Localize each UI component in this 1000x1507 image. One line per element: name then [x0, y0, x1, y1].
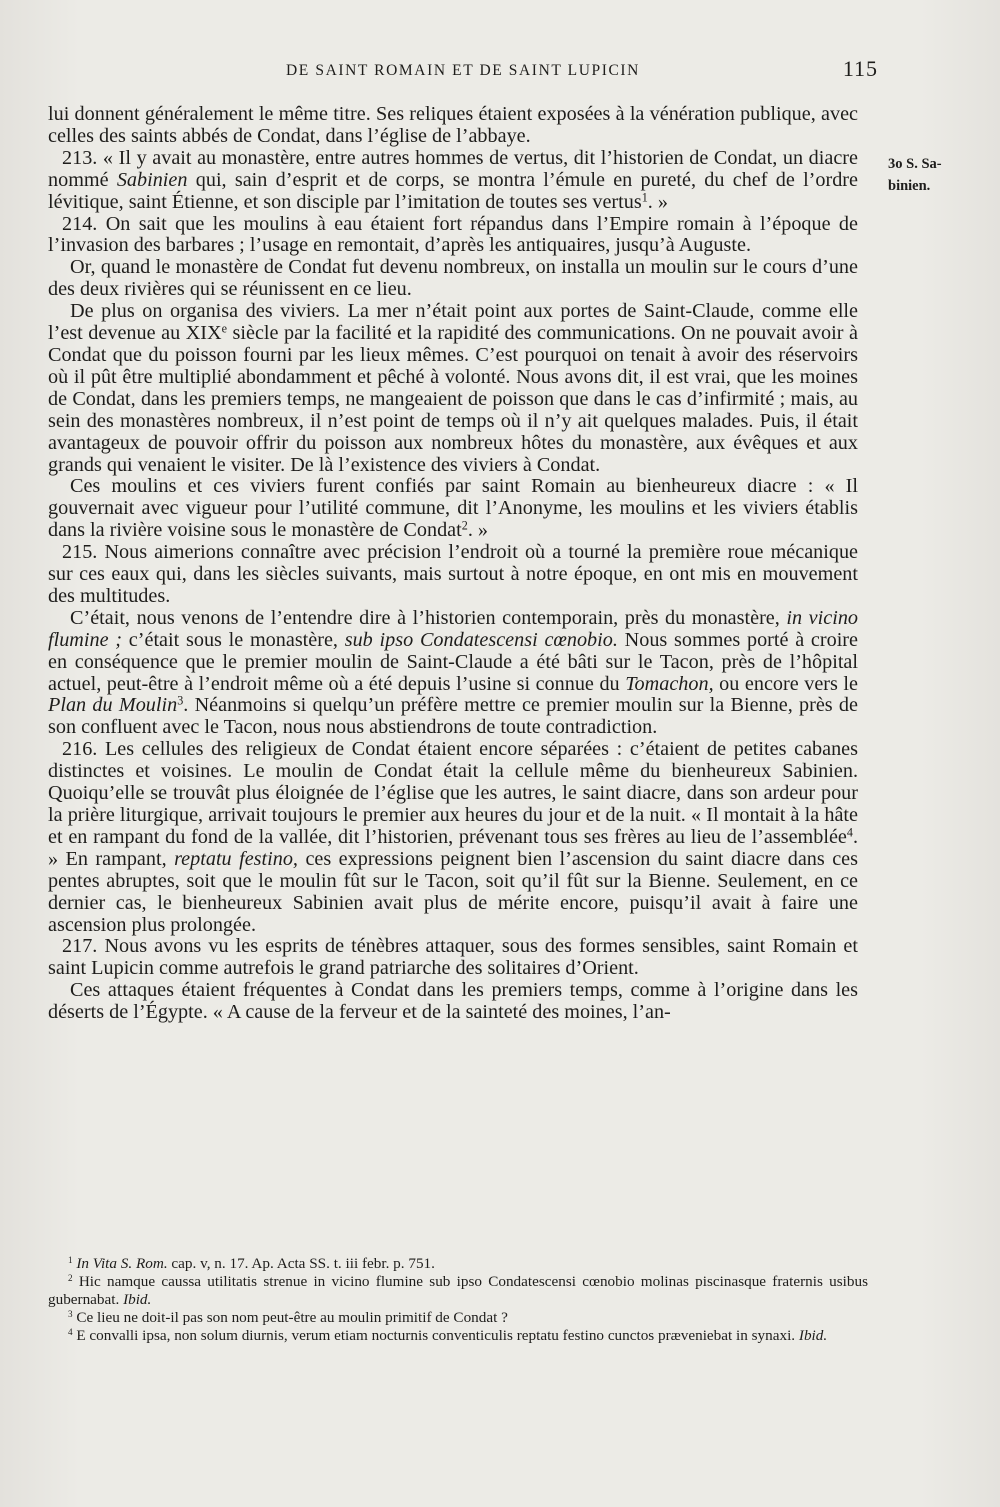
italic-title: In Vita S. Rom.: [76, 1255, 168, 1272]
margin-note: [888, 154, 988, 198]
paragraph: Ces attaques étaient fréquentes à Condat dans les premiers temps, comme à l’origine dans les déserts de l’Égypte. « A cause de la ferveur et de la sainteté des moines, l’an-: [48, 979, 858, 1024]
italic-name: Plan du Moulin: [48, 694, 178, 717]
paragraph-215: 215. Nous aimerions connaître avec précision l’endroit où a tourné la première roue mécanique sur ces eaux qui, dans les siècles suivants, mais surtout à notre époque, en ont mis en mouvement des multitudes.: [48, 541, 858, 607]
text-run: qui, sain d’esprit et de corps, se montra l’émule en pureté, du chef de l’ordre lévitique, saint Étienne, et son disciple par l’imitation de toutes ses vertus: [48, 168, 858, 213]
footnote-ref: 3: [177, 693, 184, 708]
footnote: [48, 1273, 868, 1309]
text-run: . Néanmoins si quelqu’un préfère mettre ce premier moulin sur la Bienne, près de son confluent avec le Tacon, nous nous abstiendrons de toute contradiction.: [48, 694, 858, 739]
paragraph: Or, quand le monastère de Condat fut devenu nombreux, on installa un moulin sur le cours d’une des deux rivières qui se réunissent en ce lieu.: [48, 256, 858, 301]
paragraph: [48, 301, 858, 476]
paragraph-214: 214. On sait que les moulins à eau étaient fort répandus dans l’Empire romain à l’époque de l’invasion des barbares ; l’usage en remontait, d’après les antiquaires, jusqu’à Auguste.: [48, 212, 858, 257]
text-run: Hic namque caussa utilitatis strenue in vicino flumine sub ipso Condatescensi cœnobio molinas piscinasque fraternis usibus gubernabat.: [48, 1273, 868, 1308]
text-run: . »: [647, 190, 668, 213]
superscript: e: [221, 321, 227, 336]
footnote-number: 1: [68, 1254, 73, 1265]
footnote: [48, 1327, 868, 1345]
italic-latin: reptatu festino,: [174, 847, 298, 870]
margin-note-line: 3o S. Sa-: [888, 156, 942, 172]
footnote: [48, 1309, 868, 1327]
paragraph-217: 217. Nous avons vu les esprits de ténèbres attaquer, sous des formes sensibles, saint Romain et saint Lupicin comme autrefois le grand patriarche des solitaires d’Orient.: [48, 935, 858, 980]
text-run: C’était, nous venons de l’entendre dire à l’historien contemporain, près du monastère,: [70, 606, 787, 629]
text-run: Ces moulins et ces viviers furent confiés par saint Romain au bienheureux diacre : « Il gouvernait avec vigueur pour l’utilité commune, dit l’Anonyme, les moulins et les viviers établis dans la rivière voisine sous le monastère de Condat: [48, 475, 858, 542]
text-run: De plus on organisa des viviers. La mer n’était point aux portes de Saint-Claude, comme elle l’est devenue au XIX: [48, 300, 858, 345]
text-run: 213. « Il y avait au monastère, entre autres hommes de vertus, dit l’historien de Condat, un diacre nommé: [48, 146, 858, 191]
footnote-number: 4: [68, 1326, 73, 1337]
italic-name: Tomachon,: [625, 672, 714, 695]
paragraph: [48, 476, 858, 542]
footnote-ref: 4: [846, 825, 853, 840]
text-run: E convalli ipsa, non solum diurnis, verum etiam nocturnis conventiculis reptatu festino cunctos præveniebat in synaxi.: [72, 1327, 799, 1344]
text-run: ou encore vers le: [713, 672, 858, 695]
page-number: 115: [842, 56, 878, 81]
text-run: ces expressions peignent bien l’ascension du saint diacre dans ces pentes abruptes, soit que le moulin fût sur le Tacon, soit qu’il fût sur la Bienne. Seulement, en ce dernier cas, le bienheureux Sabinien avait plus de mérite encore, puisqu’il avait à faire une ascension plus prolongée.: [48, 847, 858, 936]
italic-latin: in vicino flumine ;: [48, 606, 859, 651]
italic-latin: sub ipso Condatescensi cœnobio.: [344, 628, 618, 651]
text-run: Ce lieu ne doit-il pas son nom peut-être au moulin primitif de Condat ?: [72, 1309, 508, 1326]
footnote-ref: 2: [461, 518, 468, 533]
paragraph-216: [48, 739, 858, 936]
text-run: 216. Les cellules des religieux de Condat étaient encore séparées : c’étaient de petites cabanes distinctes et voisines. Le moulin de Condat était la cellule même du bienheureux Sabinien. Quoiqu’elle se trouvât plus éloignée de l’église que les autres, le saint diacre, dans son ardeur pour la prière liturgique, arrivait toujours le premier aux heures du jour et de la nuit. « Il montait à la hâte et en rampant du fond de la vallée, dit l’historien, prévenant tous ses frères au lieu de l’assemblée: [48, 738, 858, 848]
text-run: siècle par la facilité et la rapidité des communications. On ne pouvait avoir à Condat que du poisson fourni par les lieux mêmes. C’est pourquoi on tenait à avoir des réservoirs où il pût être multiplié abondamment et pêché à volonté. Nous avons dit, il est vrai, que les moines de Condat, dans les premiers temps, ne mangeaient de poisson que dans le cas d’infirmité ; mais, au sein des monastères nombreux, il n’est point de temps où il n’y ait quelques malades. Puis, il était avantageux de pouvoir offrir du poisson aux nombreux hôtes du monastère, aux évêques et aux grands qui venaient le visiter. De là l’existence des viviers à Condat.: [48, 322, 858, 476]
text-run: . »: [467, 519, 488, 542]
text-run: Nous sommes porté à croire en conséquence que le premier moulin de Saint-Claude a été bâti sur le Tacon, près de l’hôpital actuel, peut-être à l’endroit même où a été depuis l’usine si connue du: [48, 628, 858, 695]
text-run: . » En rampant,: [48, 825, 858, 870]
text-run: cap. v, n. 17. Ap. Acta SS. t. iii febr. p. 751.: [167, 1255, 435, 1272]
paragraph: lui donnent généralement le même titre. Ses reliques étaient exposées à la vénération publique, avec celles des saints abbés de Condat, dans l’église de l’abbaye.: [48, 103, 858, 147]
footnote-number: 3: [68, 1308, 73, 1319]
italic-ibid: Ibid.: [123, 1291, 152, 1308]
footnote: [48, 1255, 868, 1273]
footnote-number: 2: [68, 1272, 73, 1283]
paragraph: [48, 608, 858, 739]
footnotes: [48, 1255, 868, 1345]
italic-name: Sabinien: [116, 168, 188, 191]
running-head: [48, 56, 878, 84]
running-title: DE SAINT ROMAIN ET DE SAINT LUPICIN: [286, 62, 640, 79]
footnote-ref: 1: [641, 189, 648, 204]
main-text: [48, 104, 858, 1024]
italic-ibid: Ibid.: [798, 1327, 828, 1344]
text-run: c’était sous le monastère,: [122, 628, 345, 651]
paragraph-213: [48, 148, 858, 214]
margin-note-line: binien.: [888, 177, 931, 194]
